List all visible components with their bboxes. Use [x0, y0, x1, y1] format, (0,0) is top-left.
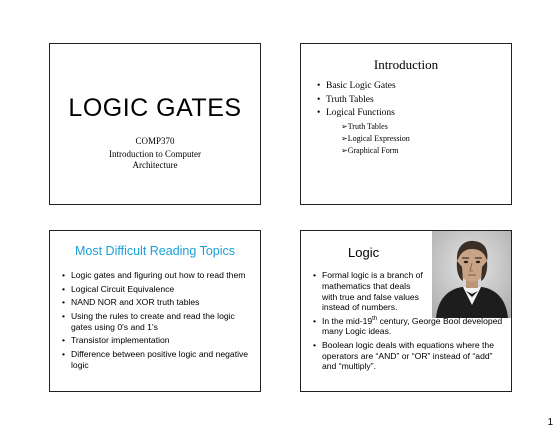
logic-list [313, 270, 503, 375]
bullet-icon: • [62, 297, 66, 307]
list-item: • Basic Logic Gates [317, 80, 410, 94]
arrow-bullet-icon: ➢ [341, 121, 348, 131]
arrow-bullet-icon: ➢ [341, 133, 348, 143]
difficult-topics-list [62, 270, 254, 373]
slide-difficult-topics [49, 230, 261, 392]
subtitle-line-2: Architecture [132, 160, 178, 170]
slide-introduction-heading: Introduction [373, 57, 439, 72]
list-item: • Boolean logic deals with equations where the operators are “AND” or “OR” instead of “add” and “multiply”. [313, 339, 494, 372]
list-item: • Logical Circuit Equivalence [62, 283, 175, 294]
slide-introduction [300, 43, 512, 205]
list-item: • Formal logic is a branch of mathematics that deals with true and false values instead of numbers. [313, 270, 423, 313]
sub-list-item: ➢Logical Expression [341, 133, 410, 143]
slide-title-subtitle [50, 136, 260, 173]
list-item: • Difference between positive logic and negative logic [62, 348, 249, 370]
introduction-list [317, 80, 410, 157]
bullet-icon: • [62, 348, 66, 359]
list-item: • Transistor implementation [62, 335, 170, 345]
subtitle-line-1: Introduction to Computer [109, 149, 201, 159]
bullet-icon: • [317, 94, 321, 105]
bullet-icon: • [62, 283, 66, 294]
bullet-icon: • [313, 339, 317, 350]
list-item: • NAND NOR and XOR truth tables [62, 297, 200, 307]
list-item: • In the mid-19th century, George Bool developed many Logic ideas. [313, 315, 503, 337]
list-item: • Truth Tables [317, 94, 410, 108]
bullet-icon: • [62, 270, 66, 280]
arrow-bullet-icon: ➢ [341, 145, 348, 155]
bullet-icon: • [62, 335, 66, 345]
bullet-icon: • [62, 310, 66, 321]
bullet-icon: • [317, 108, 321, 118]
sub-list-item: ➢Graphical Form [341, 145, 399, 155]
course-code: COMP370 [135, 136, 175, 146]
sub-list-item: ➢Truth Tables [341, 121, 388, 131]
list-item: • Logical Functions [317, 107, 410, 121]
list-item: • Logic gates and figuring out how to read them [62, 270, 246, 280]
slide-difficult-topics-heading: Most Difficult Reading Topics [74, 244, 236, 258]
page-number: 1 [547, 417, 553, 428]
bullet-icon: • [313, 315, 317, 326]
bullet-icon: • [317, 81, 321, 91]
list-item: • Using the rules to create and read the logic gates using 0's and 1's [62, 310, 235, 332]
slide-logic [300, 230, 512, 392]
bullet-icon: • [313, 270, 317, 280]
slide-title [49, 43, 261, 205]
slide-logic-heading: Logic [348, 245, 380, 260]
slide-title-heading: LOGIC GATES [68, 94, 242, 122]
